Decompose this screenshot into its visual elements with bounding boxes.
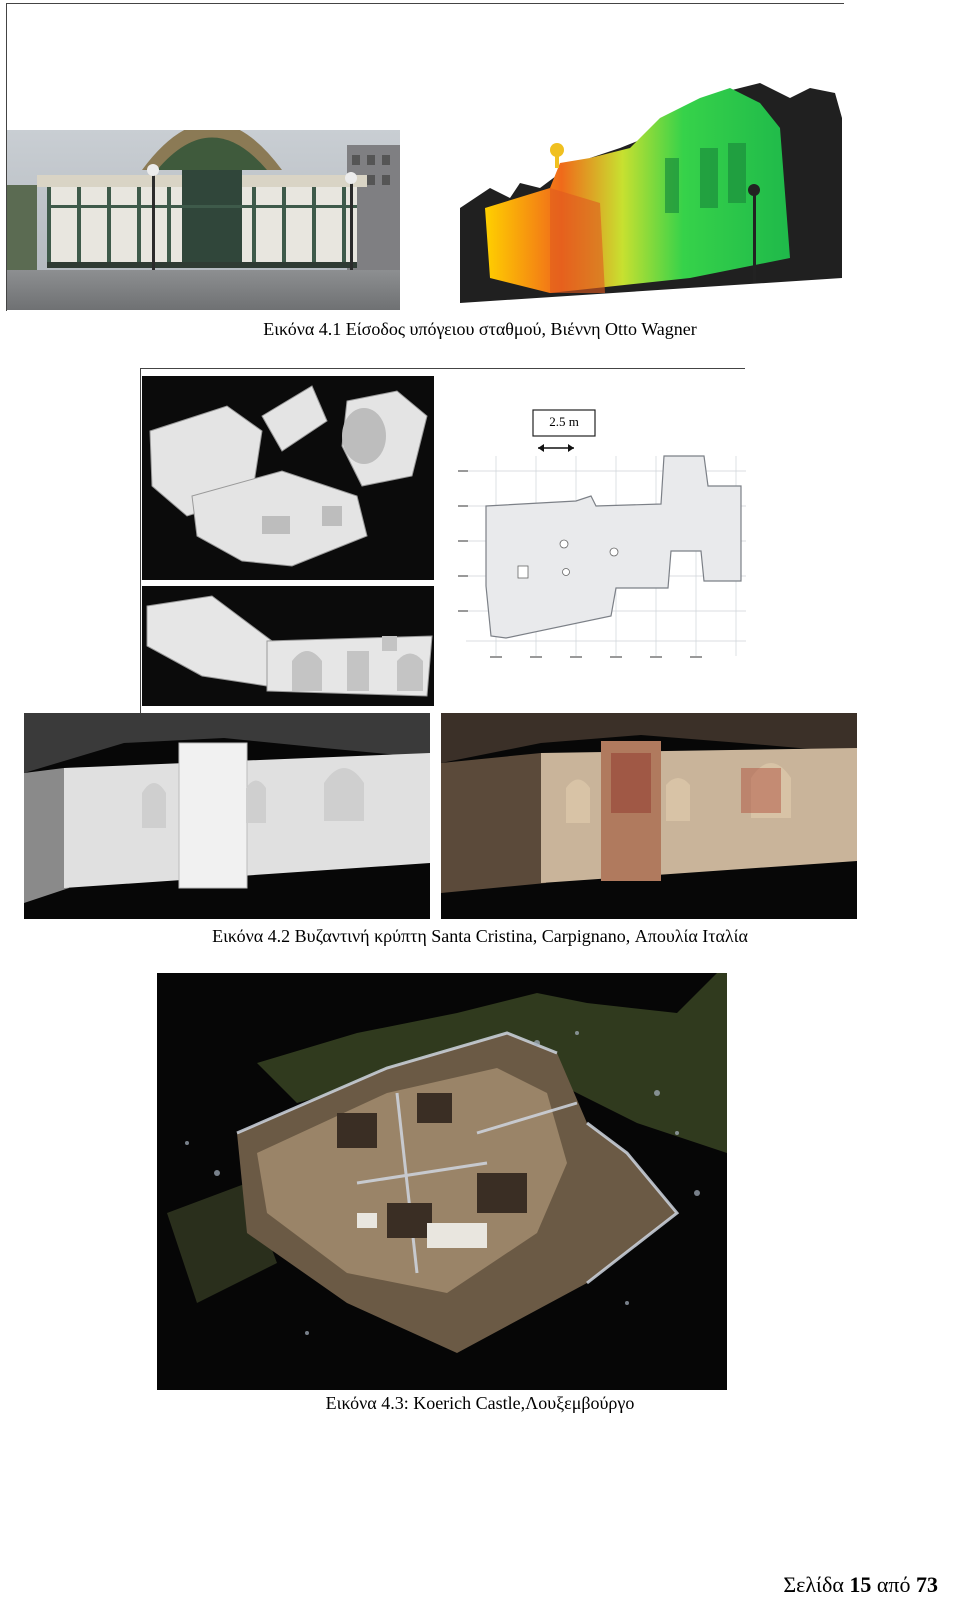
figure-border-left [140, 368, 141, 728]
footer-middle: από [871, 1572, 916, 1597]
footer-page-number: 15 [849, 1572, 872, 1597]
footer-total-pages: 73 [916, 1572, 938, 1597]
page-footer [783, 1572, 938, 1598]
station-pointcloud-colored [460, 78, 842, 303]
footer-prefix: Σελίδα [783, 1572, 850, 1597]
crypt-mesh-side-view [142, 586, 434, 706]
crypt-interior-textured [441, 713, 857, 919]
figure-border-top [140, 368, 745, 369]
figure-caption-4-1: Εικόνα 4.1 Είσοδος υπόγειου σταθμού, Βιέννη Otto Wagner [263, 319, 697, 339]
castle-pointcloud-aerial [157, 973, 727, 1390]
station-entrance-photo [7, 130, 400, 310]
figure-border-top [6, 3, 844, 4]
plan-scale-label: 2.5 m [549, 414, 579, 429]
figure-caption-4-2: Εικόνα 4.2 Βυζαντινή κρύπτη Santa Cristina, Carpignano, Απουλία Ιταλία [212, 926, 748, 946]
crypt-floor-plan [446, 376, 746, 676]
crypt-mesh-top-view [142, 376, 434, 580]
figure-caption-4-3: Εικόνα 4.3: Koerich Castle,Λουξεμβούργο [325, 1393, 635, 1413]
crypt-interior-mesh [24, 713, 430, 919]
